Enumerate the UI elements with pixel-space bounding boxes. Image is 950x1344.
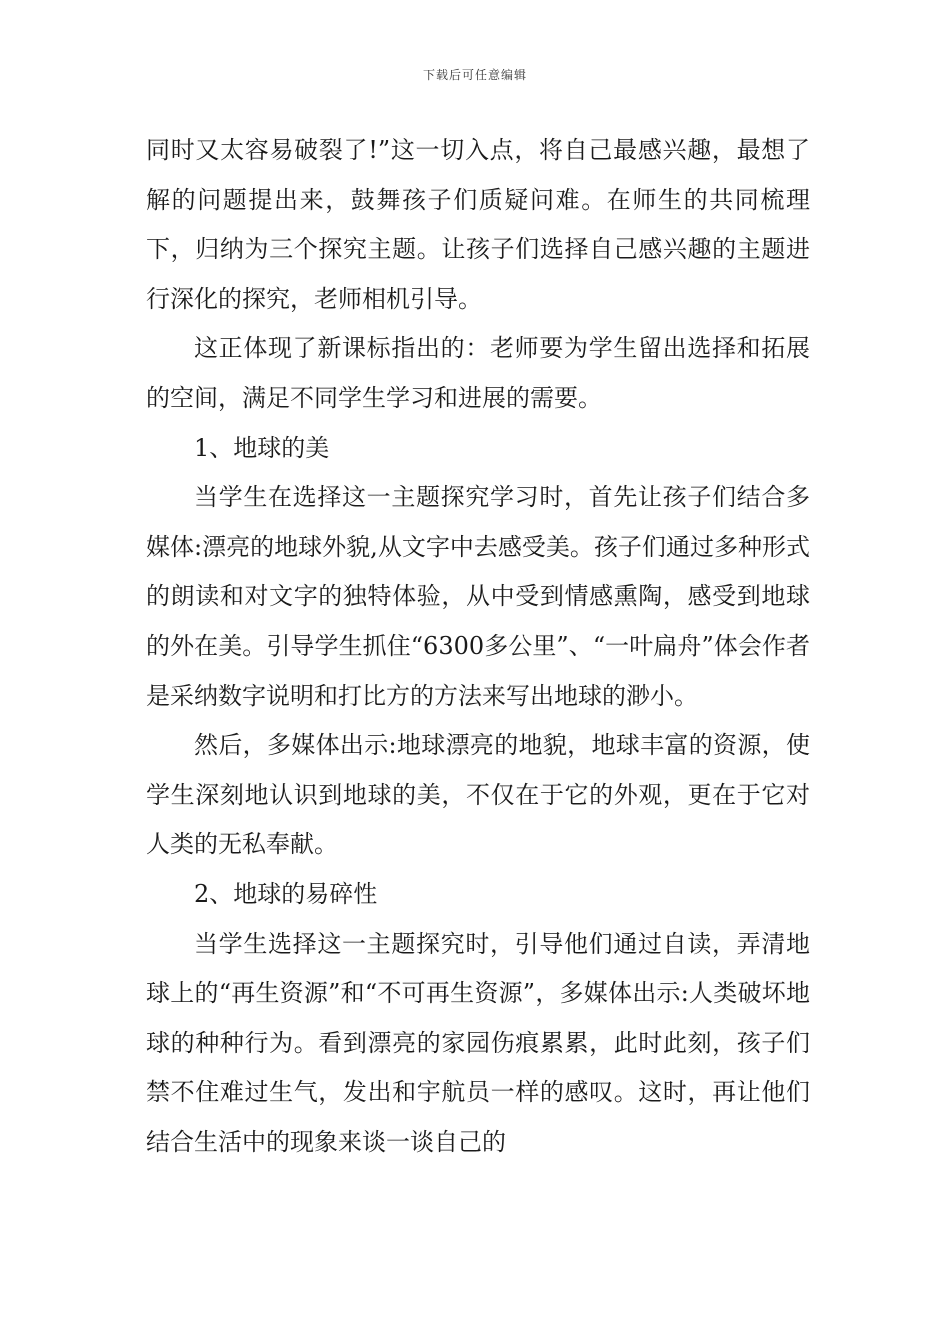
paragraph-3: 当学生在选择这一主题探究学习时，首先让孩子们结合多媒体:漂亮的地球外貌,从文字中去感受美。孩子们通过多种形式的朗读和对文字的独特体验，从中受到情感熏陶，感受到地球的外在美。引导学生抓住“6300多公里”、“一叶扁舟”体会作者是采纳数字说明和打比方的方法来写出地球的渺小。 bbox=[146, 483, 810, 710]
paragraph-4: 然后，多媒体出示:地球漂亮的地貌，地球丰富的资源，使学生深刻地认识到地球的美，不仅在于它的外观，更在于它对人类的无私奉献。 bbox=[146, 731, 810, 859]
page-header-note: 下载后可任意编辑 bbox=[422, 68, 527, 82]
paragraph-2: 这正体现了新课标指出的：老师要为学生留出选择和拓展的空间，满足不同学生学习和进展的需要。 bbox=[146, 334, 810, 412]
paragraph-1: 同时又太容易破裂了!”这一切入点，将自己最感兴趣，最想了解的问题提出来，鼓舞孩子们质疑问难。在师生的共同梳理下，归纳为三个探究主题。让孩子们选择自己感兴趣的主题进行深化的探究，老师相机引导。 bbox=[146, 136, 810, 313]
section-heading-fragility: 2、地球的易碎性 bbox=[194, 879, 378, 908]
document-body bbox=[146, 126, 810, 1167]
section-heading-beauty: 1、地球的美 bbox=[194, 433, 330, 462]
paragraph-5: 当学生选择这一主题探究时，引导他们通过自读，弄清地球上的“再生资源”和“不可再生资源”，多媒体出示:人类破坏地球的种种行为。看到漂亮的家园伤痕累累，此时此刻，孩子们禁不住难过生气，发出和宇航员一样的感叹。这时，再让他们结合生活中的现象来谈一谈自己的 bbox=[146, 929, 810, 1156]
